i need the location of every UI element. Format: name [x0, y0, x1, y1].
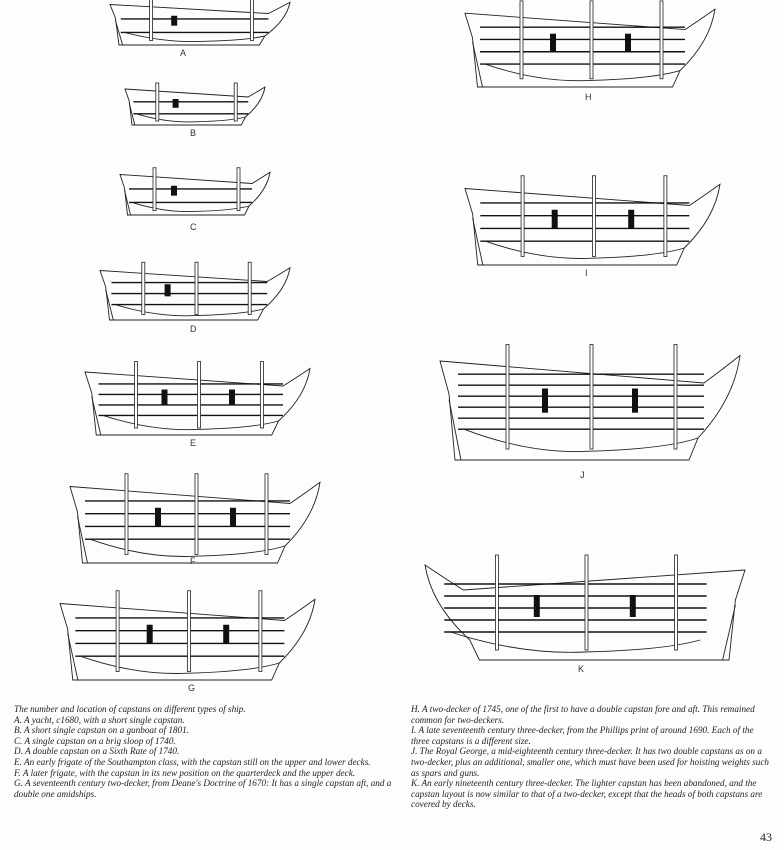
- figure-label-k: K: [578, 664, 585, 674]
- figure-label-e: E: [190, 438, 197, 448]
- caption-i: I. A late seventeenth century three-decker, from the Phillips print of around 1690. Each of the three capstans is a different size.: [411, 725, 754, 746]
- figure-label-d: D: [190, 324, 197, 334]
- caption-g: G. A seventeenth century two-decker, from Deane's Doctrine of 1670: It has a single capstan aft, and a double one amidships.: [14, 778, 392, 799]
- ship-figure-d: [100, 265, 290, 320]
- caption-c: C. A single capstan on a brig sloop of 1740.: [14, 735, 176, 746]
- ship-figure-h: [465, 5, 715, 87]
- caption-left: [14, 704, 394, 799]
- caption-f: F. A later frigate, with the capstan in its new position on the quarterdeck and the upper deck.: [14, 767, 356, 778]
- caption-k: K. An early nineteenth century three-decker. The lighter capstan has been abandoned, and the capstan layout is now similar to that of a two-decker, except that the heads of both capstans are covered by decks.: [411, 778, 763, 810]
- caption-title: The number and location of capstans on different types of ship.: [14, 704, 246, 714]
- ship-figure-b: [125, 85, 265, 125]
- ship-figure-c: [120, 170, 270, 215]
- figure-label-i: I: [585, 268, 588, 278]
- figure-label-b: B: [190, 128, 197, 138]
- figure-label-c: C: [190, 222, 197, 232]
- caption-e: E. An early frigate of the Southampton class, with the capstan still on the upper and lower decks.: [14, 756, 371, 767]
- page-number: 43: [760, 830, 772, 844]
- figure-label-h: H: [585, 92, 592, 102]
- ship-figure-g: [60, 595, 315, 680]
- ship-figure-e: [85, 365, 310, 435]
- caption-h: H. A two-decker of 1745, one of the first to have a double capstan fore and aft. This remained common for two-deckers.: [411, 704, 755, 725]
- figure-label-g: G: [188, 683, 196, 693]
- caption-a: A. A yacht, c1680, with a short single capstan.: [14, 714, 185, 725]
- figure-label-a: A: [180, 48, 187, 58]
- ship-figure-j: [440, 350, 740, 460]
- ship-figure-i: [465, 180, 720, 265]
- figure-label-f: F: [190, 556, 196, 566]
- figure-label-j: J: [580, 470, 585, 480]
- caption-j: J. The Royal George, a mid-eighteenth century three-decker. It has two double capstans as on a two-decker, plus an additional, smaller one, which must have been used for hoisting weights such as spars and guns.: [411, 746, 770, 778]
- caption-right: [411, 704, 773, 810]
- caption-d: D. A double capstan on a Sixth Rate of 1740.: [14, 746, 180, 757]
- ship-figure-a: [110, 0, 290, 45]
- ship-figure-k: [425, 560, 745, 660]
- ship-figure-f: [70, 478, 320, 563]
- caption-b: B. A short single capstan on a gunboat of 1801.: [14, 725, 189, 736]
